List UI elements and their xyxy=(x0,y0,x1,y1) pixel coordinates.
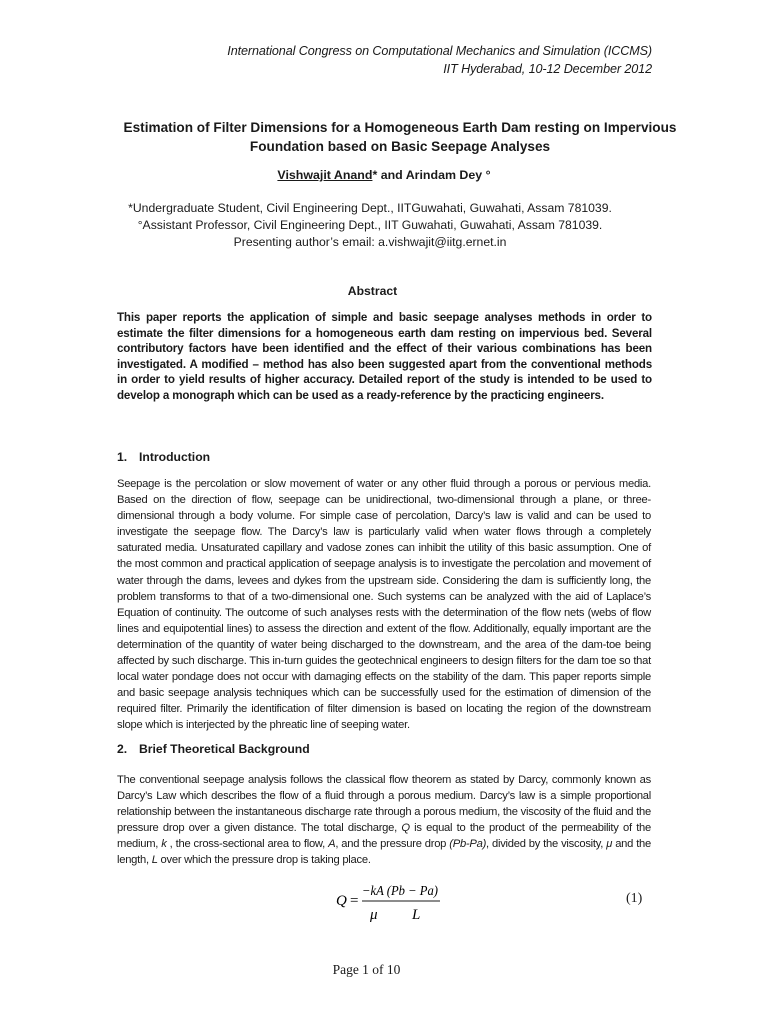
equation-number: (1) xyxy=(626,891,643,906)
conference-name: International Congress on Computational Mechanics and Simulation (ICCMS) xyxy=(227,44,652,58)
section-2-number: 2. xyxy=(117,742,128,756)
author-2-mark: ° xyxy=(485,168,491,182)
title-line-2: Foundation based on Basic Seepage Analyses xyxy=(249,139,551,154)
author-connector: and Arindam Dey xyxy=(377,168,486,182)
abstract-text: This paper reports the application of simple and basic seepage analyses methods in order to estimate the filter dimensions for a homogeneous earth dam resting on impervious bed. Several contributory factors have been identified and the effect of their various combinations has been investigated. A modified – method has also been suggested apart from the conventional methods in order to yield results of higher accuracy. Detailed report of the study is intended to be used to develop a monograph which can be used as a ready-reference by the practicing engineers. xyxy=(117,311,652,402)
author-1: Vishwajit Anand xyxy=(277,168,373,182)
title-line-1: Estimation of Filter Dimensions for a Homogeneous Earth Dam resting on Impervious xyxy=(123,120,677,135)
affiliations xyxy=(0,200,740,251)
section-2-heading xyxy=(117,742,310,756)
section-1-paragraph: Seepage is the percolation or slow movement of water or any other fluid through a porous or pervious media. Based on the direction of flow, seepage can be unidirectional, two-dimensional through a plane, or three-dimensional through a body volume. For simple case of percolation, Darcy’s law is valid and can be used to investigate the seepage flow. The Darcy’s law is particularly valid when water flows through a completely saturated media. Unsaturated capillary and vadose zones can inhibit the utility of this basic assumption. One of the most common and practical application of seepage analysis is to investigate the percolation and movement of water through the dams, levees and dykes from the upstream side. Considering the dam is sufficiently long, the problem transforms to that of a two-dimensional one. Such systems can be analyzed with the aid of Laplace’s Equation of continuity. The outcome of such analyses rests with the determination of the flow nets (webs of flow lines and equipotential lines) to assess the direction and extent of the flow. Additionally, equally important are the determination of the quantity of water being discharged to the downstream, and the area of the dam-toe being affected by such discharge. This in-turn guides the geotechnical engineers to design filters for the dam toe so that local water pondage does not occur with damaging effects on the stability of the dam. This paper reports simple and basic seepage analysis techniques which can be successfully used for the estimation of dimension of the required filter. Primarily the identification of filter dimension is based on locating the region of the downstream slope which is interjected by the phreatic line of seeping water. xyxy=(117,478,651,732)
author-1-mark: * xyxy=(372,168,378,182)
presenting-author-email: Presenting author’s email: a.vishwajit@iitg.ernet.in xyxy=(233,235,507,249)
section-1-heading xyxy=(117,450,210,464)
equation-denominator-length: L xyxy=(412,907,421,923)
abstract-heading: Abstract xyxy=(347,284,398,298)
affiliation-1: *Undergraduate Student, Civil Engineering Dept., IITGuwahati, Guwahati, Assam 781039. xyxy=(128,201,612,215)
section-2-paragraph: The conventional seepage analysis follows the classical flow theorem as stated by Darcy, commonly known as Darcy’s Law which describes the flow of a fluid through a porous medium. Darcy’s law is a simple proportional relationship between the instantaneous discharge rate through a porous medium, the viscosity of the fluid and the pressure drop over a given distance. The total discharge, Q is equal to the product of the permeability of the medium, k , the cross-sectional area to flow, A, and the pressure drop (Pb-Pa), divided by the viscosity, μ and the length, L over which the pressure drop is taking place. xyxy=(117,774,652,867)
darcy-equation xyxy=(330,876,470,924)
section-1-title: Introduction xyxy=(139,450,211,464)
conference-venue-date: IIT Hyderabad, 10-12 December 2012 xyxy=(443,62,652,76)
equation-numerator: −kA (Pb − Pa) xyxy=(362,884,439,899)
page-number: Page 1 of 10 xyxy=(332,962,401,977)
affiliation-2: °Assistant Professor, Civil Engineering Dept., IIT Guwahati, Guwahati, Assam 781039. xyxy=(137,218,603,232)
section-1-number: 1. xyxy=(117,450,128,464)
equation-equals: = xyxy=(350,893,359,909)
equation-lhs: Q xyxy=(336,893,347,909)
paper-title xyxy=(60,118,740,156)
equation-denominator-mu: μ xyxy=(370,907,378,923)
conference-header xyxy=(227,42,652,78)
section-2-title: Brief Theoretical Background xyxy=(139,742,310,756)
author-list xyxy=(0,168,768,182)
